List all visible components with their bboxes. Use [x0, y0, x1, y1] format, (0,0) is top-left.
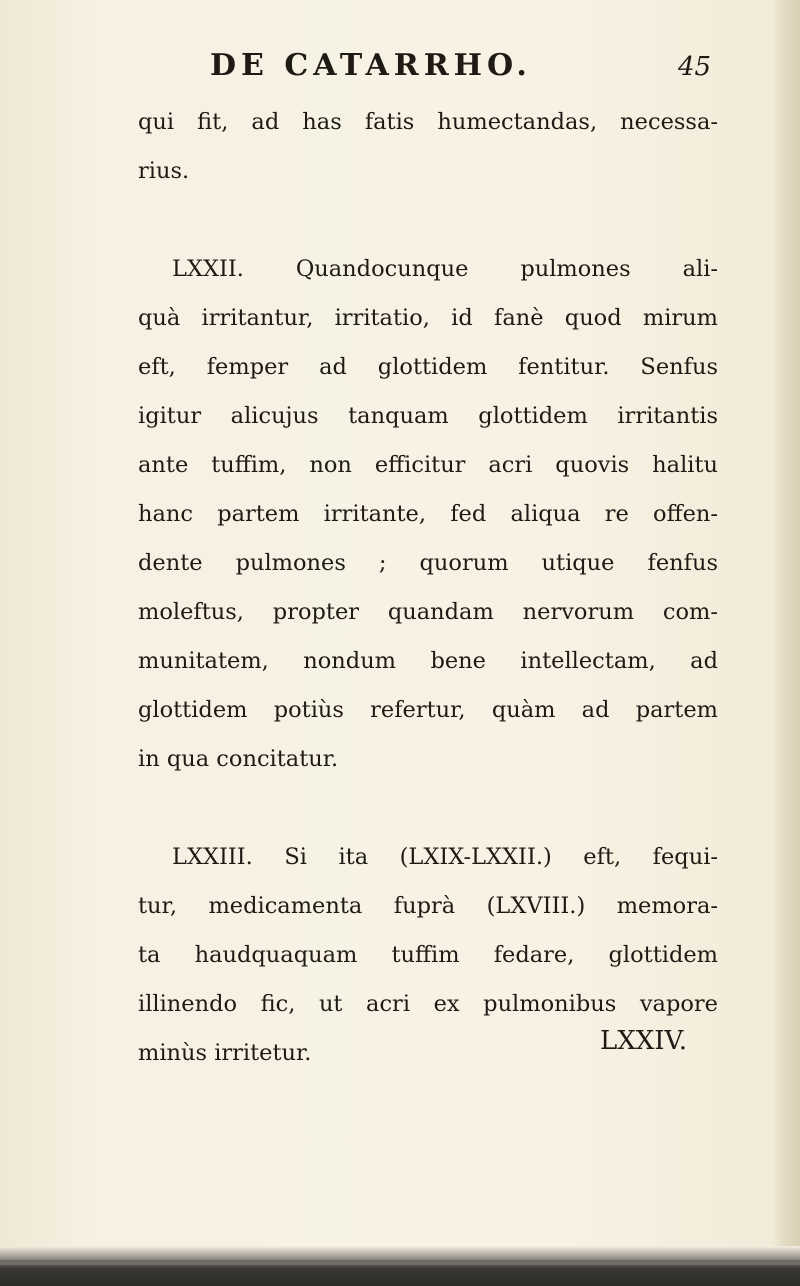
blank-line: [138, 196, 718, 245]
edge-stripe: [0, 1260, 800, 1265]
text-line: munitatem, nondum bene intellectam, ad: [138, 648, 718, 674]
text-line: igitur alicujus tanquam glottidem irritantis: [138, 403, 718, 429]
blank-line: [138, 784, 718, 833]
body-text: [138, 98, 718, 1078]
paragraph-lxxii-start: LXXII. Quandocunque pulmones ali-: [172, 256, 718, 282]
text-line: eft, femper ad glottidem fentitur. Senfus: [138, 354, 718, 380]
text-line: quà irritantur, irritatio, id fanè quod mirum: [138, 305, 718, 331]
page-number: 45: [678, 52, 712, 82]
text-line: glottidem potiùs refertur, quàm ad partem: [138, 697, 718, 723]
text-line: illinendo fic, ut acri ex pulmonibus vapore: [138, 991, 718, 1017]
text-line: minùs irritetur.: [138, 1040, 312, 1066]
page-edge-shadow: [772, 0, 800, 1286]
catchword: LXXIV.: [600, 1026, 688, 1056]
text-line: tur, medicamenta fuprà (LXVIII.) memora-: [138, 893, 718, 919]
text-line: qui fit, ad has fatis humectandas, necessa-: [138, 109, 718, 135]
text-line: moleftus, propter quandam nervorum com-: [138, 599, 718, 625]
page-header: [0, 48, 800, 92]
running-title: DE CATARRHO.: [210, 48, 532, 83]
paragraph-lxxiii-start: LXXIII. Si ita (LXIX-LXXII.) eft, fequi-: [172, 844, 718, 870]
text-line: hanc partem irritante, fed aliqua re offen-: [138, 501, 718, 527]
page-bottom-edge: [0, 1246, 800, 1286]
text-line: dente pulmones ; quorum utique fenfus: [138, 550, 718, 576]
text-line: ante tuffim, non efficitur acri quovis halitu: [138, 452, 718, 478]
text-line: rius.: [138, 158, 190, 184]
text-line: ta haudquaquam tuffim fedare, glottidem: [138, 942, 718, 968]
text-line: in qua concitatur.: [138, 746, 339, 772]
